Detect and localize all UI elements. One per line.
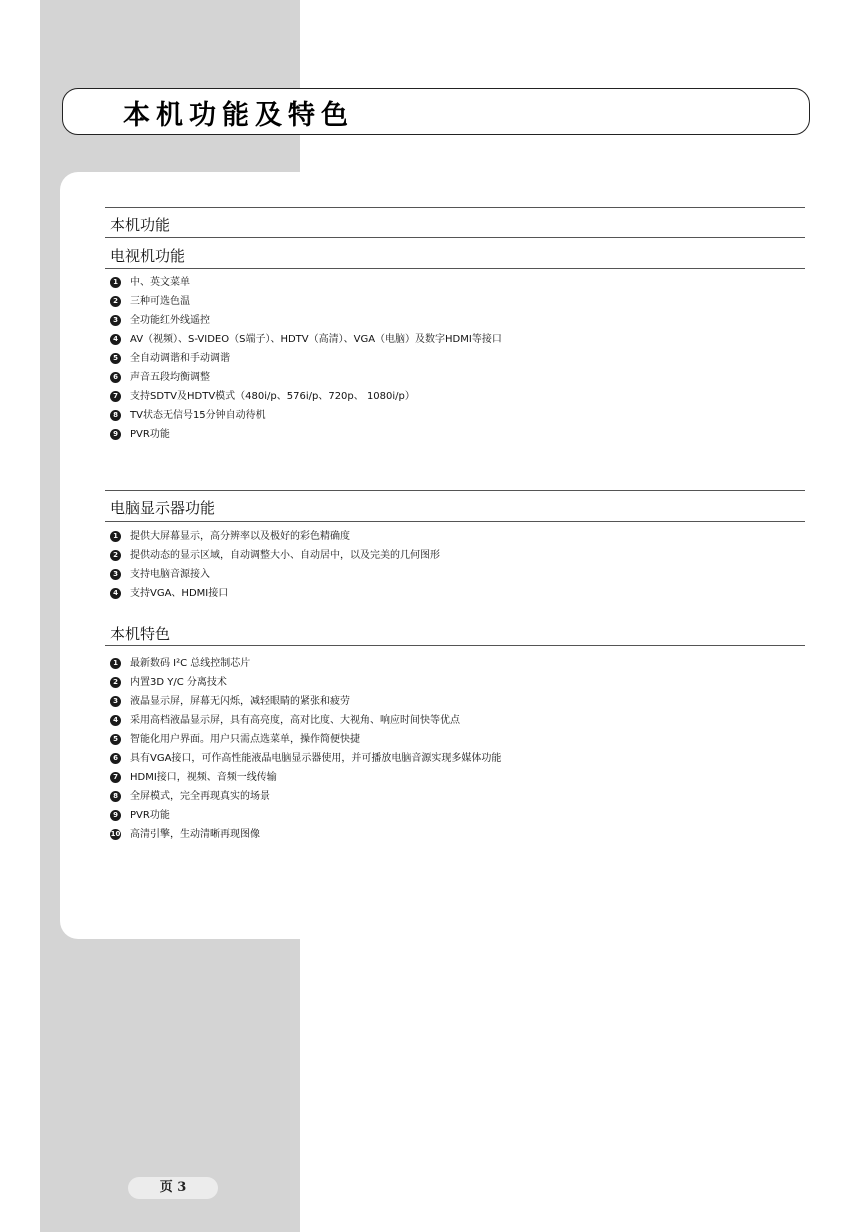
- item-text: TV状态无信号15分钟自动待机: [130, 410, 266, 421]
- item-number-badge: 7: [110, 772, 121, 783]
- list-item: [110, 527, 800, 546]
- item-number-badge: 2: [110, 677, 121, 688]
- item-number-badge: 2: [110, 296, 121, 307]
- page-number: 页 3: [128, 1177, 218, 1199]
- list-item: [110, 654, 800, 673]
- item-text: 全屏模式，完全再现真实的场景: [130, 791, 270, 802]
- section-rule: [105, 521, 805, 522]
- item-text: 内置3D Y/C 分离技术: [130, 677, 227, 688]
- item-number-badge: 6: [110, 753, 121, 764]
- item-text: 支持SDTV及HDTV模式（480i/p、576i/p、720p、 1080i/p）: [130, 391, 415, 402]
- pc-feature-list: [110, 527, 800, 603]
- item-text: 最新数码 I²C 总线控制芯片: [130, 658, 251, 669]
- list-item: [110, 768, 800, 787]
- item-number-badge: 5: [110, 734, 121, 745]
- item-text: 三种可选色温: [130, 296, 190, 307]
- item-number-badge: 6: [110, 372, 121, 383]
- item-text: 智能化用户界面。用户只需点选菜单，操作简便快捷: [130, 734, 360, 745]
- list-item: [110, 825, 800, 844]
- item-text: 采用高档液晶显示屏，具有高亮度，高对比度、大视角、响应时间快等优点: [130, 715, 460, 726]
- heading-pc: 电脑显示器功能: [110, 499, 216, 517]
- list-item: [110, 425, 800, 444]
- list-item: [110, 692, 800, 711]
- title-frame: [62, 88, 810, 135]
- heading-tv: 电视机功能: [110, 247, 186, 265]
- item-number-badge: 2: [110, 550, 121, 561]
- item-number-badge: 1: [110, 658, 121, 669]
- item-text: 支持VGA、HDMI接口: [130, 588, 229, 599]
- list-item: [110, 311, 800, 330]
- list-item: [110, 711, 800, 730]
- item-number-badge: 7: [110, 391, 121, 402]
- item-number-badge: 4: [110, 715, 121, 726]
- item-number-badge: 9: [110, 429, 121, 440]
- list-item: [110, 349, 800, 368]
- item-text: 中、英文菜单: [130, 277, 190, 288]
- item-text: 高清引擎，生动清晰再现图像: [130, 829, 260, 840]
- page-title: 本机功能及特色: [123, 100, 354, 131]
- special-feature-list: [110, 654, 800, 844]
- heading-special: 本机特色: [110, 625, 171, 643]
- list-item: [110, 806, 800, 825]
- item-text: 具有VGA接口，可作高性能液晶电脑显示器使用，并可播放电脑音源实现多媒体功能: [130, 753, 502, 764]
- item-number-badge: 8: [110, 410, 121, 421]
- list-item: [110, 565, 800, 584]
- item-number-badge: 3: [110, 696, 121, 707]
- section-rule: [105, 645, 805, 646]
- list-item: [110, 368, 800, 387]
- item-text: 全自动调谐和手动调谐: [130, 353, 230, 364]
- list-item: [110, 387, 800, 406]
- item-text: AV（视频）、S-VIDEO（S端子）、HDTV（高清）、VGA（电脑）及数字HDMI等接口: [130, 334, 502, 345]
- item-text: 全功能红外线遥控: [130, 315, 210, 326]
- list-item: [110, 546, 800, 565]
- section-rule: [105, 237, 805, 238]
- tv-feature-list: [110, 273, 800, 444]
- item-number-badge: 3: [110, 569, 121, 580]
- item-number-badge: 9: [110, 810, 121, 821]
- item-number-badge: 10: [110, 830, 121, 838]
- item-text: 提供大屏幕显示，高分辨率以及极好的彩色精确度: [130, 531, 350, 542]
- item-text: 提供动态的显示区域，自动调整大小、自动居中，以及完美的几何图形: [130, 550, 440, 561]
- item-number-badge: 3: [110, 315, 121, 326]
- list-item: [110, 273, 800, 292]
- item-text: PVR功能: [130, 810, 170, 821]
- list-item: [110, 730, 800, 749]
- item-number-badge: 4: [110, 588, 121, 599]
- list-item: [110, 673, 800, 692]
- item-text: 声音五段均衡调整: [130, 372, 210, 383]
- list-item: [110, 584, 800, 603]
- item-number-badge: 1: [110, 531, 121, 542]
- list-item: [110, 787, 800, 806]
- list-item: [110, 406, 800, 425]
- item-text: 液晶显示屏，屏幕无闪烁，减轻眼睛的紧张和疲劳: [130, 696, 350, 707]
- list-item: [110, 292, 800, 311]
- item-number-badge: 5: [110, 353, 121, 364]
- item-text: PVR功能: [130, 429, 170, 440]
- list-item: [110, 330, 800, 349]
- section-rule: [105, 490, 805, 491]
- section-rule: [105, 207, 805, 208]
- section-rule: [105, 268, 805, 269]
- item-text: HDMI接口，视频、音频一线传输: [130, 772, 277, 783]
- item-text: 支持电脑音源接入: [130, 569, 210, 580]
- item-number-badge: 8: [110, 791, 121, 802]
- list-item: [110, 749, 800, 768]
- item-number-badge: 4: [110, 334, 121, 345]
- item-number-badge: 1: [110, 277, 121, 288]
- heading-features: 本机功能: [110, 216, 171, 234]
